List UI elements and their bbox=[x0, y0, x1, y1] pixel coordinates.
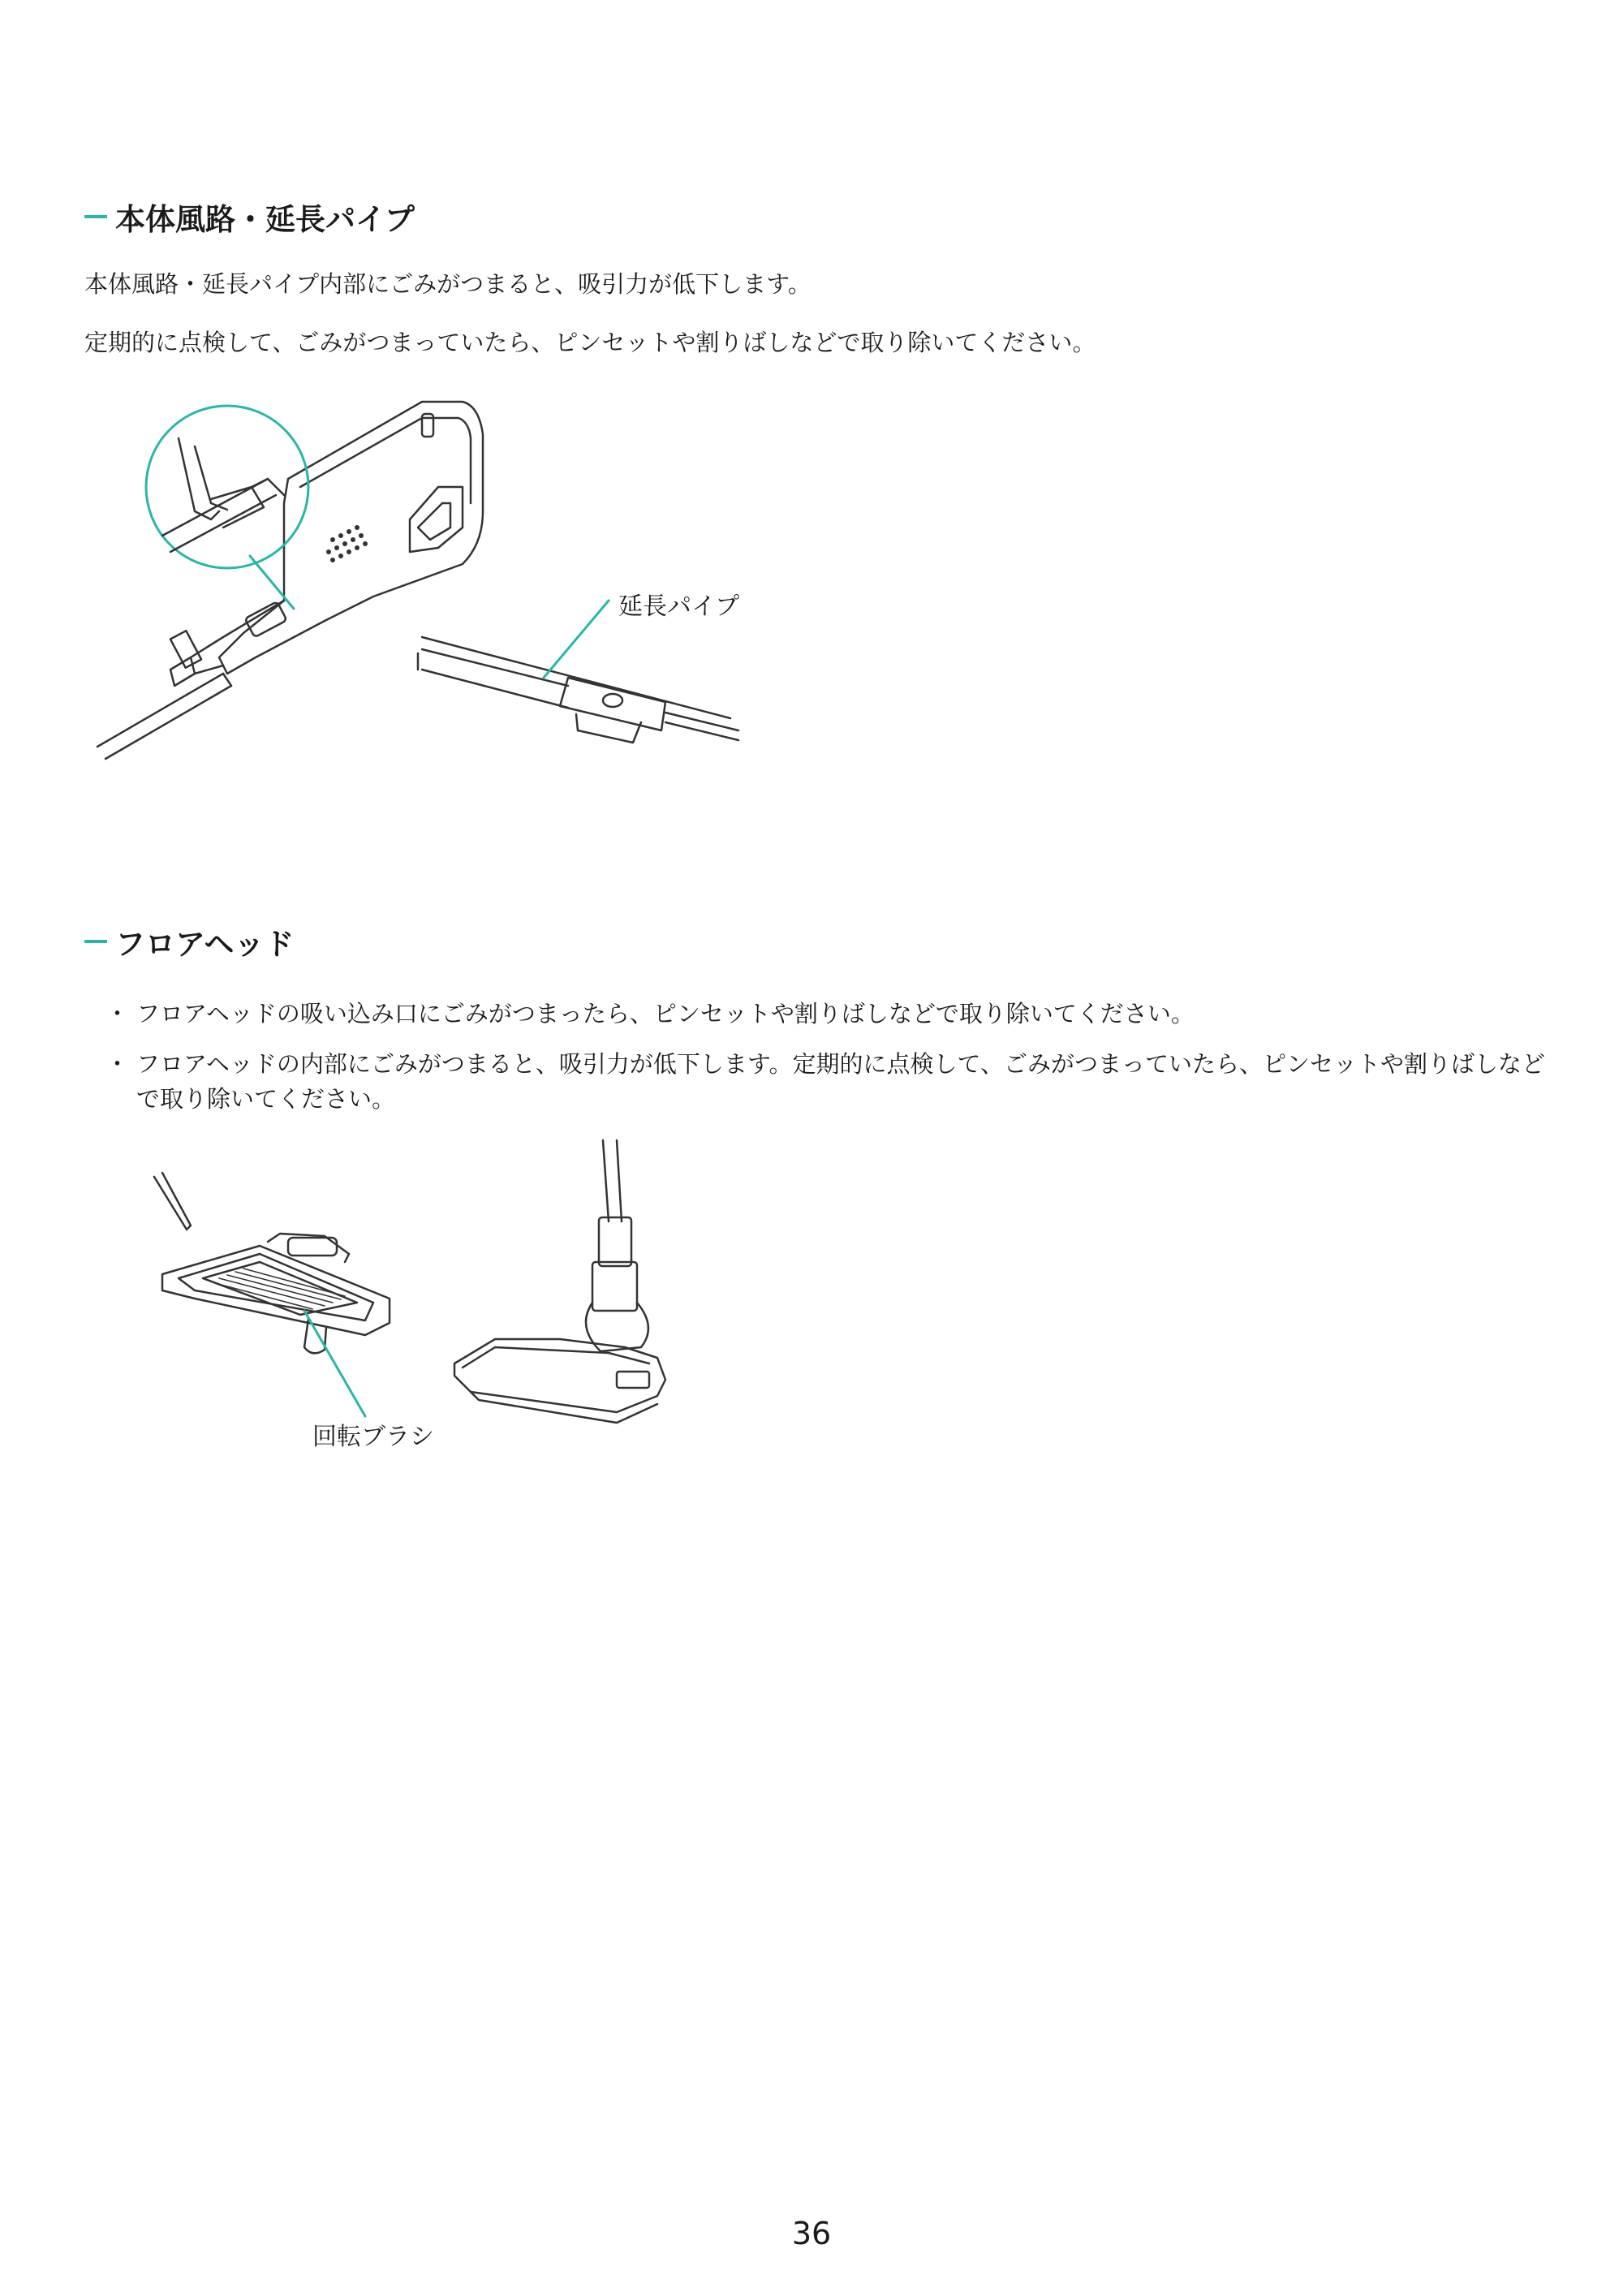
list-item bbox=[105, 1047, 1550, 1118]
figure-body-and-pipe bbox=[81, 390, 771, 787]
paragraph: 本体風路・延長パイプ内部にごみがつまると、吸引力が低下します。 bbox=[84, 270, 812, 298]
floor-head-underside-illustration bbox=[162, 1234, 390, 1416]
tweezers-illustration bbox=[97, 674, 231, 759]
section-title: フロアヘッド bbox=[115, 927, 295, 962]
figure-label-extension-pipe: 延長パイプ bbox=[618, 592, 740, 621]
tweezers-illustration bbox=[154, 1173, 191, 1230]
heading-accent-bar bbox=[84, 940, 107, 943]
list-item bbox=[105, 997, 1550, 1032]
list-item-text: フロアヘッドの吸い込み口にごみがつまったら、ピンセットや割りばしなどで取り除いてください。 bbox=[136, 1000, 1195, 1027]
bullet-list bbox=[105, 997, 1550, 1132]
figure-label-rotating-brush: 回転ブラシ bbox=[312, 1423, 434, 1451]
bullet-mark: ・ bbox=[105, 1049, 130, 1078]
vacuum-body-illustration bbox=[170, 402, 483, 686]
paragraph: 定期的に点検して、ごみがつまっていたら、ピンセットや割りばしなどで取り除いてください。 bbox=[84, 329, 1096, 356]
floor-head-upright-illustration bbox=[454, 1140, 665, 1423]
bullet-mark: ・ bbox=[105, 1000, 130, 1027]
extension-pipe-illustration bbox=[418, 601, 738, 743]
section-heading-body-airpath bbox=[84, 195, 415, 239]
section-heading-floor-head bbox=[84, 920, 295, 963]
section-title: 本体風路・延長パイプ bbox=[115, 202, 415, 237]
heading-accent-bar bbox=[84, 215, 107, 218]
list-item-text: フロアヘッドの内部にごみがつまると、吸引力が低下します。定期的に点検して、ごみがつまっていたら、ピンセットや割りばしなどで取り除いてください。 bbox=[136, 1049, 1545, 1113]
page-number: 36 bbox=[791, 2216, 832, 2251]
figure-floor-head bbox=[138, 1132, 706, 1481]
